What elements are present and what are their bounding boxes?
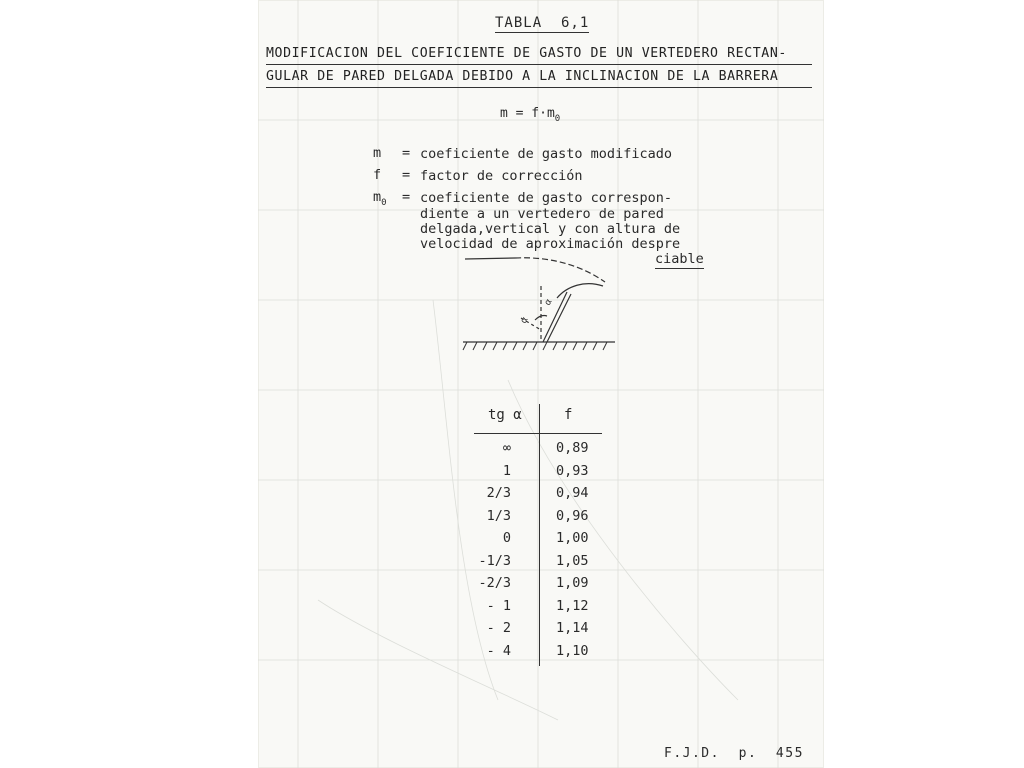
table-cell-tg: -1/3 (478, 553, 511, 569)
definition-text: factor de corrección (420, 168, 583, 184)
table-cell-f: 1,14 (556, 620, 589, 636)
column-header-tg: tg α (488, 407, 522, 423)
angle-label: α (542, 297, 555, 308)
formula-subscript: 0 (554, 114, 561, 124)
definition-text: velocidad de aproximación despre (420, 236, 681, 252)
definition-equals: = (402, 189, 411, 205)
table-header-rule (474, 433, 602, 434)
table-cell-f: 1,09 (556, 575, 589, 591)
table-cell-f: 0,89 (556, 440, 589, 456)
definition-text: delgada,vertical y con altura de (420, 221, 681, 237)
water-surface (465, 258, 515, 259)
table-cell-tg: 1/3 (486, 508, 511, 524)
page-reference: F.J.D. p. 455 (664, 746, 804, 761)
definition-equals: = (402, 145, 411, 161)
heading-line-1: MODIFICACION DEL COEFICIENTE DE GASTO DE UN VERTEDERO RECTAN- (266, 46, 787, 61)
table-cell-tg: 2/3 (486, 485, 511, 501)
table-cell-tg: - 1 (486, 598, 511, 614)
ground-hatching (463, 342, 607, 350)
formula-text: m = f·m (500, 106, 555, 121)
table-cell-tg: 0 (502, 530, 511, 546)
table-cell-f: 1,12 (556, 598, 589, 614)
table-column-rule (539, 404, 540, 666)
definition-symbol: f (373, 167, 382, 183)
definition-text: ciable (655, 251, 704, 267)
inclined-weir-diagram (455, 250, 625, 360)
definition-text: diente a un vertedero de pared (420, 206, 664, 222)
table-title: TABLA 6,1 (495, 15, 590, 31)
nappe-upper (515, 258, 605, 282)
table-cell-f: 1,05 (556, 553, 589, 569)
column-header-f: f (564, 407, 573, 423)
table-cell-f: 0,94 (556, 485, 589, 501)
definition-equals: = (402, 167, 411, 183)
table-cell-tg: - 4 (486, 643, 511, 659)
definition-text: coeficiente de gasto correspon- (420, 190, 672, 206)
heading-rule-2 (266, 87, 812, 88)
table-cell-f: 0,93 (556, 463, 589, 479)
table-cell-tg: -2/3 (478, 575, 511, 591)
heading-rule-1 (266, 64, 812, 65)
table-cell-tg: 1 (502, 463, 511, 479)
formula (500, 106, 561, 124)
table-cell-tg: - 2 (486, 620, 511, 636)
table-cell-f: 0,96 (556, 508, 589, 524)
definition-symbol: $m_0$ (373, 189, 387, 208)
nappe-lower (557, 284, 603, 298)
table-cell-tg: ∞ (502, 440, 511, 456)
table-cell-f: 1,10 (556, 643, 589, 659)
definition-text: coeficiente de gasto modificado (420, 146, 672, 162)
heading-line-2: GULAR DE PARED DELGADA DEBIDO A LA INCLINACION DE LA BARRERA (266, 69, 779, 84)
definition-symbol: m (373, 145, 382, 161)
table-cell-f: 1,00 (556, 530, 589, 546)
angle-label: α (518, 315, 531, 326)
